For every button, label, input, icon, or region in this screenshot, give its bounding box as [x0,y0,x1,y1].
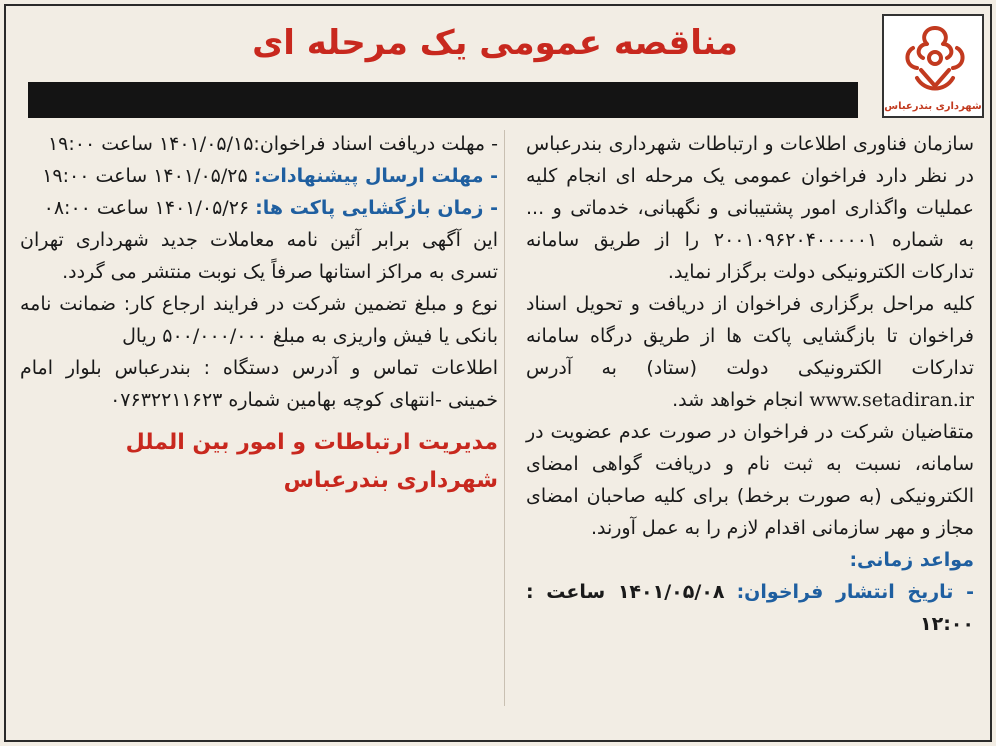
intro-paragraph: سازمان فناوری اطلاعات و ارتباطات شهرداری بندرعباس در نظر دارد فراخوان عمومی یک مرحله ای انجام کلیه عملیات واگذاری امور پشتیبانی و نگهبانی، خدماتی و ... به شماره ۲۰۰۱۰۹۶۲۰۴۰۰۰۰۰۱ را از طریق سامانه تدارکات الکترونیکی دولت برگزار نماید. [526,133,974,283]
column-divider [504,130,505,706]
guarantee-paragraph: نوع و مبلغ تضمین شرکت در فرایند ارجاع کار: ضمانت نامه بانکی یا فیش واریزی به مبلغ ۵۰۰/۰۰۰/۰۰۰ ریال [20,293,498,347]
issuer-department: مدیریت ارتباطات و امور بین الملل [125,430,498,455]
procedure-paragraph [526,288,974,416]
publish-date-value: ۱۴۰۱/۰۵/۰۸ ساعت : ۱۲:۰۰ [526,581,974,635]
procedure-text-end: انجام خواهد شد. [672,389,804,411]
publication-notice: این آگهی برابر آئین نامه معاملات جدید شهرداری تهران تسری به مراکز استانها صرفاً یک نوبت منتشر می گردد. [20,229,498,283]
opening-time-label: - زمان بازگشایی پاکت ها: [255,197,498,219]
municipality-logo [882,14,984,118]
procedure-text: کلیه مراحل برگزاری فراخوان از دریافت و تحویل اسناد فراخوان تا بازگشایی پاکت ها از طریق درگاه سامانه تدارکات الکترونیکی دولت (ستاد) به آدرس [526,293,974,379]
opening-time-line [20,192,498,224]
schedule-heading: مواعد زمانی: [849,549,974,571]
title-black-band [28,82,858,118]
opening-time-value: ۱۴۰۱/۰۵/۲۶ ساعت ۰۸:۰۰ [43,197,250,219]
right-column [526,128,974,738]
logo-caption: شهرداری بندرعباس [884,101,982,112]
docs-deadline-line: - مهلت دریافت اسناد فراخوان:۱۴۰۱/۰۵/۱۵ ساعت ۱۹:۰۰ [47,133,498,155]
submit-deadline-value: ۱۴۰۱/۰۵/۲۵ ساعت ۱۹:۰۰ [42,165,248,187]
contact-paragraph: اطلاعات تماس و آدرس دستگاه : بندرعباس بلوار امام خمینی -انتهای کوچه بهامین شماره ۰۷۶۳۲۲۱۱۶۲۳ [20,357,498,411]
submit-deadline-label: - مهلت ارسال پیشنهادات: [253,165,498,187]
submit-deadline-line [20,160,498,192]
setad-url-link[interactable]: www.setadiran.ir [809,389,974,411]
publish-date-line [526,576,974,640]
publish-date-label: - تاریخ انتشار فراخوان: [736,581,974,603]
page-title: مناقصه عمومی یک مرحله ای [252,23,738,63]
issuer-organization: شهرداری بندرعباس [283,468,498,493]
issuer-signature [20,424,498,500]
logo-emblem-icon [895,22,975,98]
left-column [20,128,498,738]
registration-paragraph: متقاضیان شرکت در فراخوان در صورت عدم عضویت در سامانه، نسبت به ثبت نام و دریافت گواهی امضای الکترونیکی (به صورت برخط) برای کلیه صاحبان امضای مجاز و مهر سازمانی اقدام لازم را به عمل آورند. [526,421,974,539]
